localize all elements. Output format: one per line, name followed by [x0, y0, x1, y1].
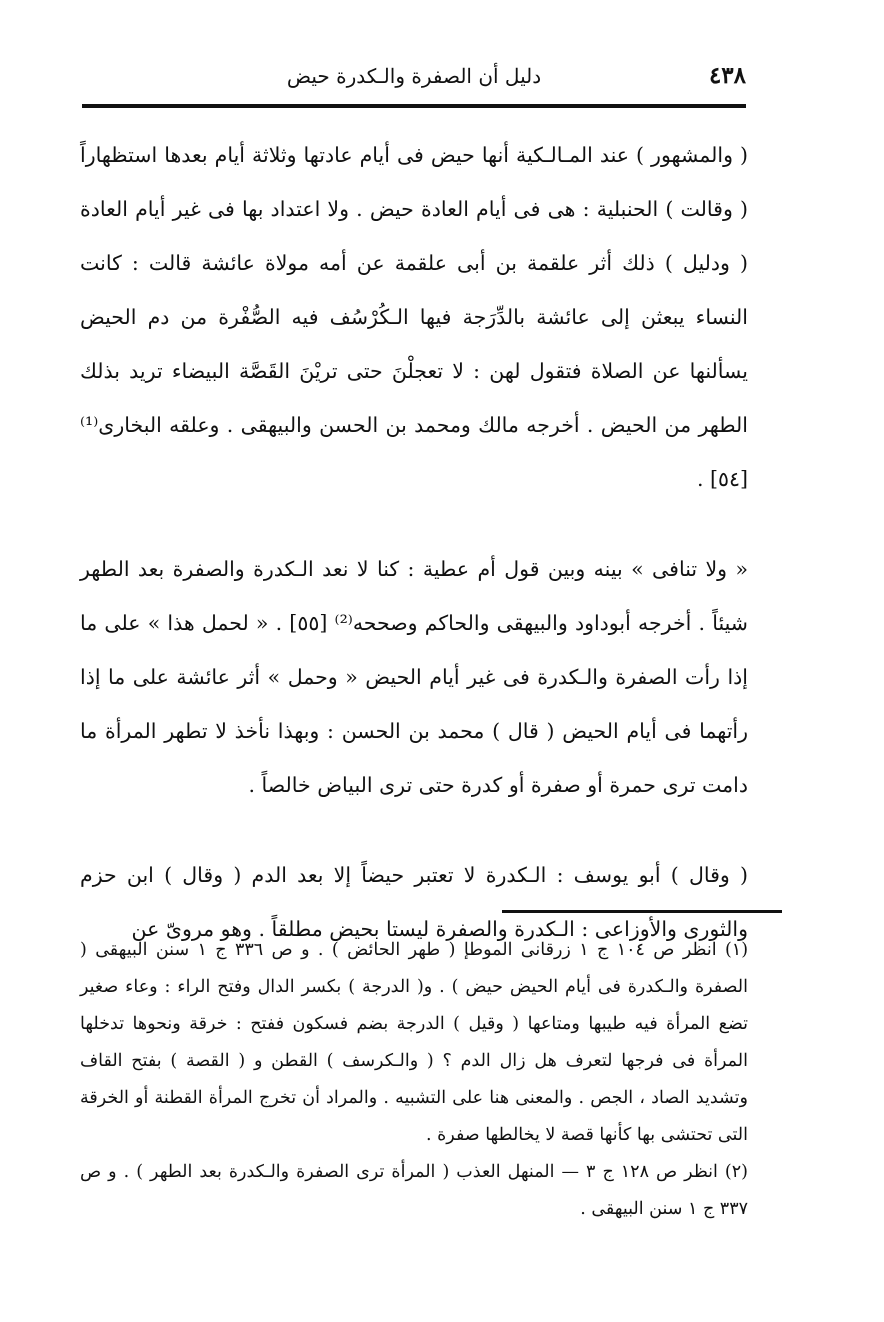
footnote: (١) انظر ص ١٠٤ ج ١ زرقانى الموطإ ( طهر الحائض ) . و ص ٣٣٦ ج ١ سنن البيهقى ( الصفرة والـكدرة فى أيام الحيض حيض ) . و( الدرجة ) بكسر الدال وفتح الراء : وعاء صغير تضع المرأة فيه طيبها ومتاعها ( وقيل ) الدرجة بضم فسكون ففتح : خرقة ونحوها تدخلها المرأة فى فرجها لتعرف هل زال الدم ؟ ( والـكرسف ) القطن و ( القصة ) بفتح القاف وتشديد الصاد ، الجص . والمعنى هنا على التشبيه . والمراد أن تخرج المرأة القطنة أو الخرقة التى تحتشى بها كأنها قصة لا يخالطها صفرة .: [80, 940, 749, 1145]
main-text: [80, 128, 748, 956]
page-header: [82, 58, 746, 98]
footnote: (٢) انظر ص ١٢٨ ج ٣ — المنهل العذب ( المرأة ترى الصفرة والـكدرة بعد الطهر ) . و ص ٣٣٧ ج ١ سنن البيهقى .: [80, 1162, 748, 1219]
running-title: دليل أن الصفرة والـكدرة حيض: [286, 64, 542, 88]
paragraph: ( والمشهور ) عند المـالـكية أنها حيض فى أيام عادتها وثلاثة أيام بعدها استظهاراً ( وقالت ) الحنبلية : هى فى أيام العادة حيض . ولا اعتداد بها فى غير أيام العادة ( ودليل ) ذلك أثر علقمة بن أبى علقمة عن أمه مولاة عائشة قالت : كانت النساء يبعثن إلى عائشة بالدِّرَجة فيها الـكُرْسُف فيه الصُّفْرة من دم الحيض يسألنها عن الصلاة فتقول لهن : لا تعجلْنَ حتى تريْنَ القَصَّة البيضاء تريد بذلك الطهر من الحيض . أخرجه مالك ومحمد بن الحسن والبيهقى . وعلقه البخارى⁽¹⁾ [٥٤] .: [80, 143, 748, 491]
footnotes: [80, 932, 748, 1228]
footnote-separator: [502, 910, 782, 913]
page-number: ٤٣٨: [708, 62, 746, 89]
paragraph: ( وقال ) أبو يوسف : الـكدرة لا تعتبر حيضاً إلا بعد الدم ( وقال ) ابن حزم والثورى والأوزاعى : الـكدرة والصفرة ليستا بحيض مطلقاً . وهو مروىّ عن: [80, 863, 748, 941]
header-rule: [82, 104, 746, 108]
paragraph: « ولا تنافى » بينه وبين قول أم عطية : كنا لا نعد الـكدرة والصفرة بعد الطهر شيئاً . أخرجه أبوداود والبيهقى والحاكم وصححه⁽²⁾ [٥٥] . « لحمل هذا » على ما إذا رأت الصفرة والـكدرة فى غير أيام الحيض « وحمل » أثر عائشة على ما إذا رأتهما فى أيام الحيض ( قال ) محمد بن الحسن : وبهذا نأخذ لا تطهر المرأة ما دامت ترى حمرة أو صفرة أو كدرة حتى ترى البياض خالصاً .: [80, 557, 748, 797]
